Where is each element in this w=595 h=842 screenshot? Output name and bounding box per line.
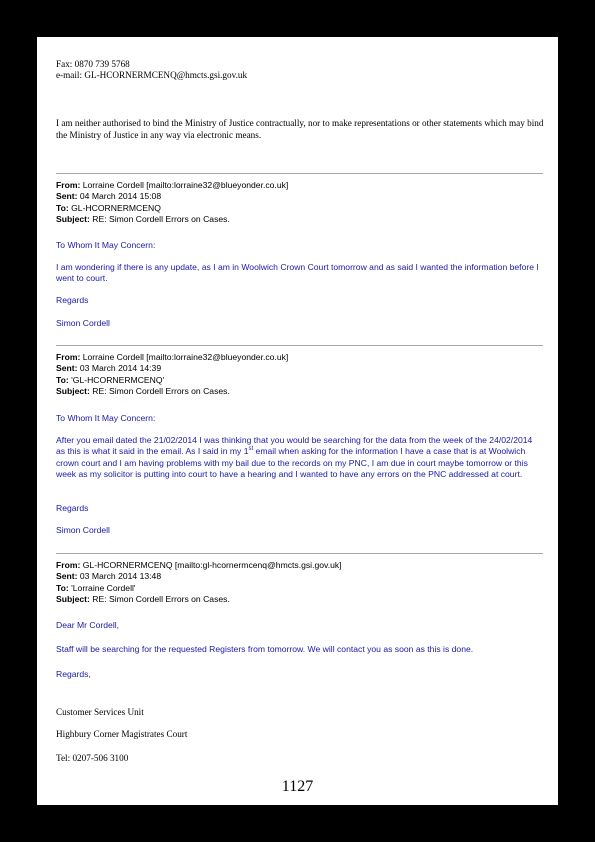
subject-value: RE: Simon Cordell Errors on Cases. (92, 385, 230, 396)
email-greeting: Dear Mr Cordell, (56, 620, 120, 630)
email-header (56, 180, 546, 225)
signature-tel: Tel: 0207-506 3100 (56, 753, 129, 763)
separator-rule (56, 345, 543, 346)
email-closing: Regards, (56, 669, 91, 679)
to-value: 'GL-HCORNERMCENQ' (71, 374, 165, 385)
email-closing: Regards (56, 503, 89, 513)
from-value: Lorraine Cordell [mailto:lorraine32@blueyonder.co.uk] (82, 180, 289, 190)
separator-rule (56, 173, 543, 174)
email-body: I am wondering if there is any update, as I am in Woolwich Crown Court tomorrow and as said I wanted the information before I went to court. (56, 262, 539, 284)
sent-label: Sent: (56, 363, 78, 374)
email-body-part: After you email dated the 21/02/2014 I was thinking that you would be searching for the data from the week of the 24/02/2014 as this is what it said in the email. As I said in my 1 (56, 435, 533, 457)
disclaimer: I am neither authorised to bind the Ministry of Justice contractually, nor to make representations or other statements which may bind the Ministry of Justice in any way via electronic means. (56, 118, 544, 140)
email-line: e-mail: GL-HCORNERMCENQ@hmcts.gsi.gov.uk (56, 70, 248, 80)
sent-value: 03 March 2014 14:39 (79, 363, 162, 374)
fax-line: Fax: 0870 739 5768 (56, 59, 130, 69)
signature-court: Highbury Corner Magistrates Court (56, 729, 188, 739)
subject-value: RE: Simon Cordell Errors on Cases. (92, 213, 230, 224)
email-body: Staff will be searching for the requested Registers from tomorrow. We will contact you as soon as this is done. (56, 644, 474, 654)
from-value: Lorraine Cordell [mailto:lorraine32@blueyonder.co.uk] (82, 352, 289, 362)
subject-value: RE: Simon Cordell Errors on Cases. (92, 593, 230, 604)
email-header (56, 560, 546, 605)
email-signoff: Simon Cordell (56, 525, 110, 535)
sent-label: Sent: (56, 571, 78, 582)
from-label: From: (56, 352, 81, 362)
to-label: To: (56, 202, 69, 213)
email-signoff: Simon Cordell (56, 318, 110, 328)
subject-label: Subject: (56, 593, 90, 604)
document-page (37, 37, 558, 805)
from-value: GL-HCORNERMCENQ [mailto:gl-hcornermcenq@hmcts.gsi.gov.uk] (82, 560, 342, 570)
email-body (56, 435, 542, 480)
to-value: GL-HCORNERMCENQ (71, 202, 161, 213)
sent-label: Sent: (56, 191, 78, 202)
sent-value: 03 March 2014 13:48 (79, 571, 162, 582)
from-label: From: (56, 180, 81, 190)
subject-label: Subject: (56, 385, 90, 396)
from-label: From: (56, 560, 81, 570)
email-greeting: To Whom It May Concern: (56, 240, 156, 250)
signature-unit: Customer Services Unit (56, 707, 144, 717)
email-closing: Regards (56, 295, 89, 305)
to-label: To: (56, 374, 69, 385)
to-value: 'Lorraine Cordell' (71, 582, 136, 593)
separator-rule (56, 553, 543, 554)
to-label: To: (56, 582, 69, 593)
email-greeting: To Whom It May Concern: (56, 413, 156, 423)
sent-value: 04 March 2014 15:08 (79, 191, 162, 202)
subject-label: Subject: (56, 213, 90, 224)
ordinal-suffix: st (248, 446, 254, 453)
page-number: 1127 (281, 778, 314, 795)
email-body-part: email when asking for the information I have a case that is at Woolwich crown court and I am having problems with my bail due to the records on my PNC, I am due in court maybe tomorrow or this week as my solicitor is putting into court to have a hearing and I wanted to have any errors on the PNC addressed at court. (56, 446, 528, 479)
email-header (56, 352, 546, 397)
